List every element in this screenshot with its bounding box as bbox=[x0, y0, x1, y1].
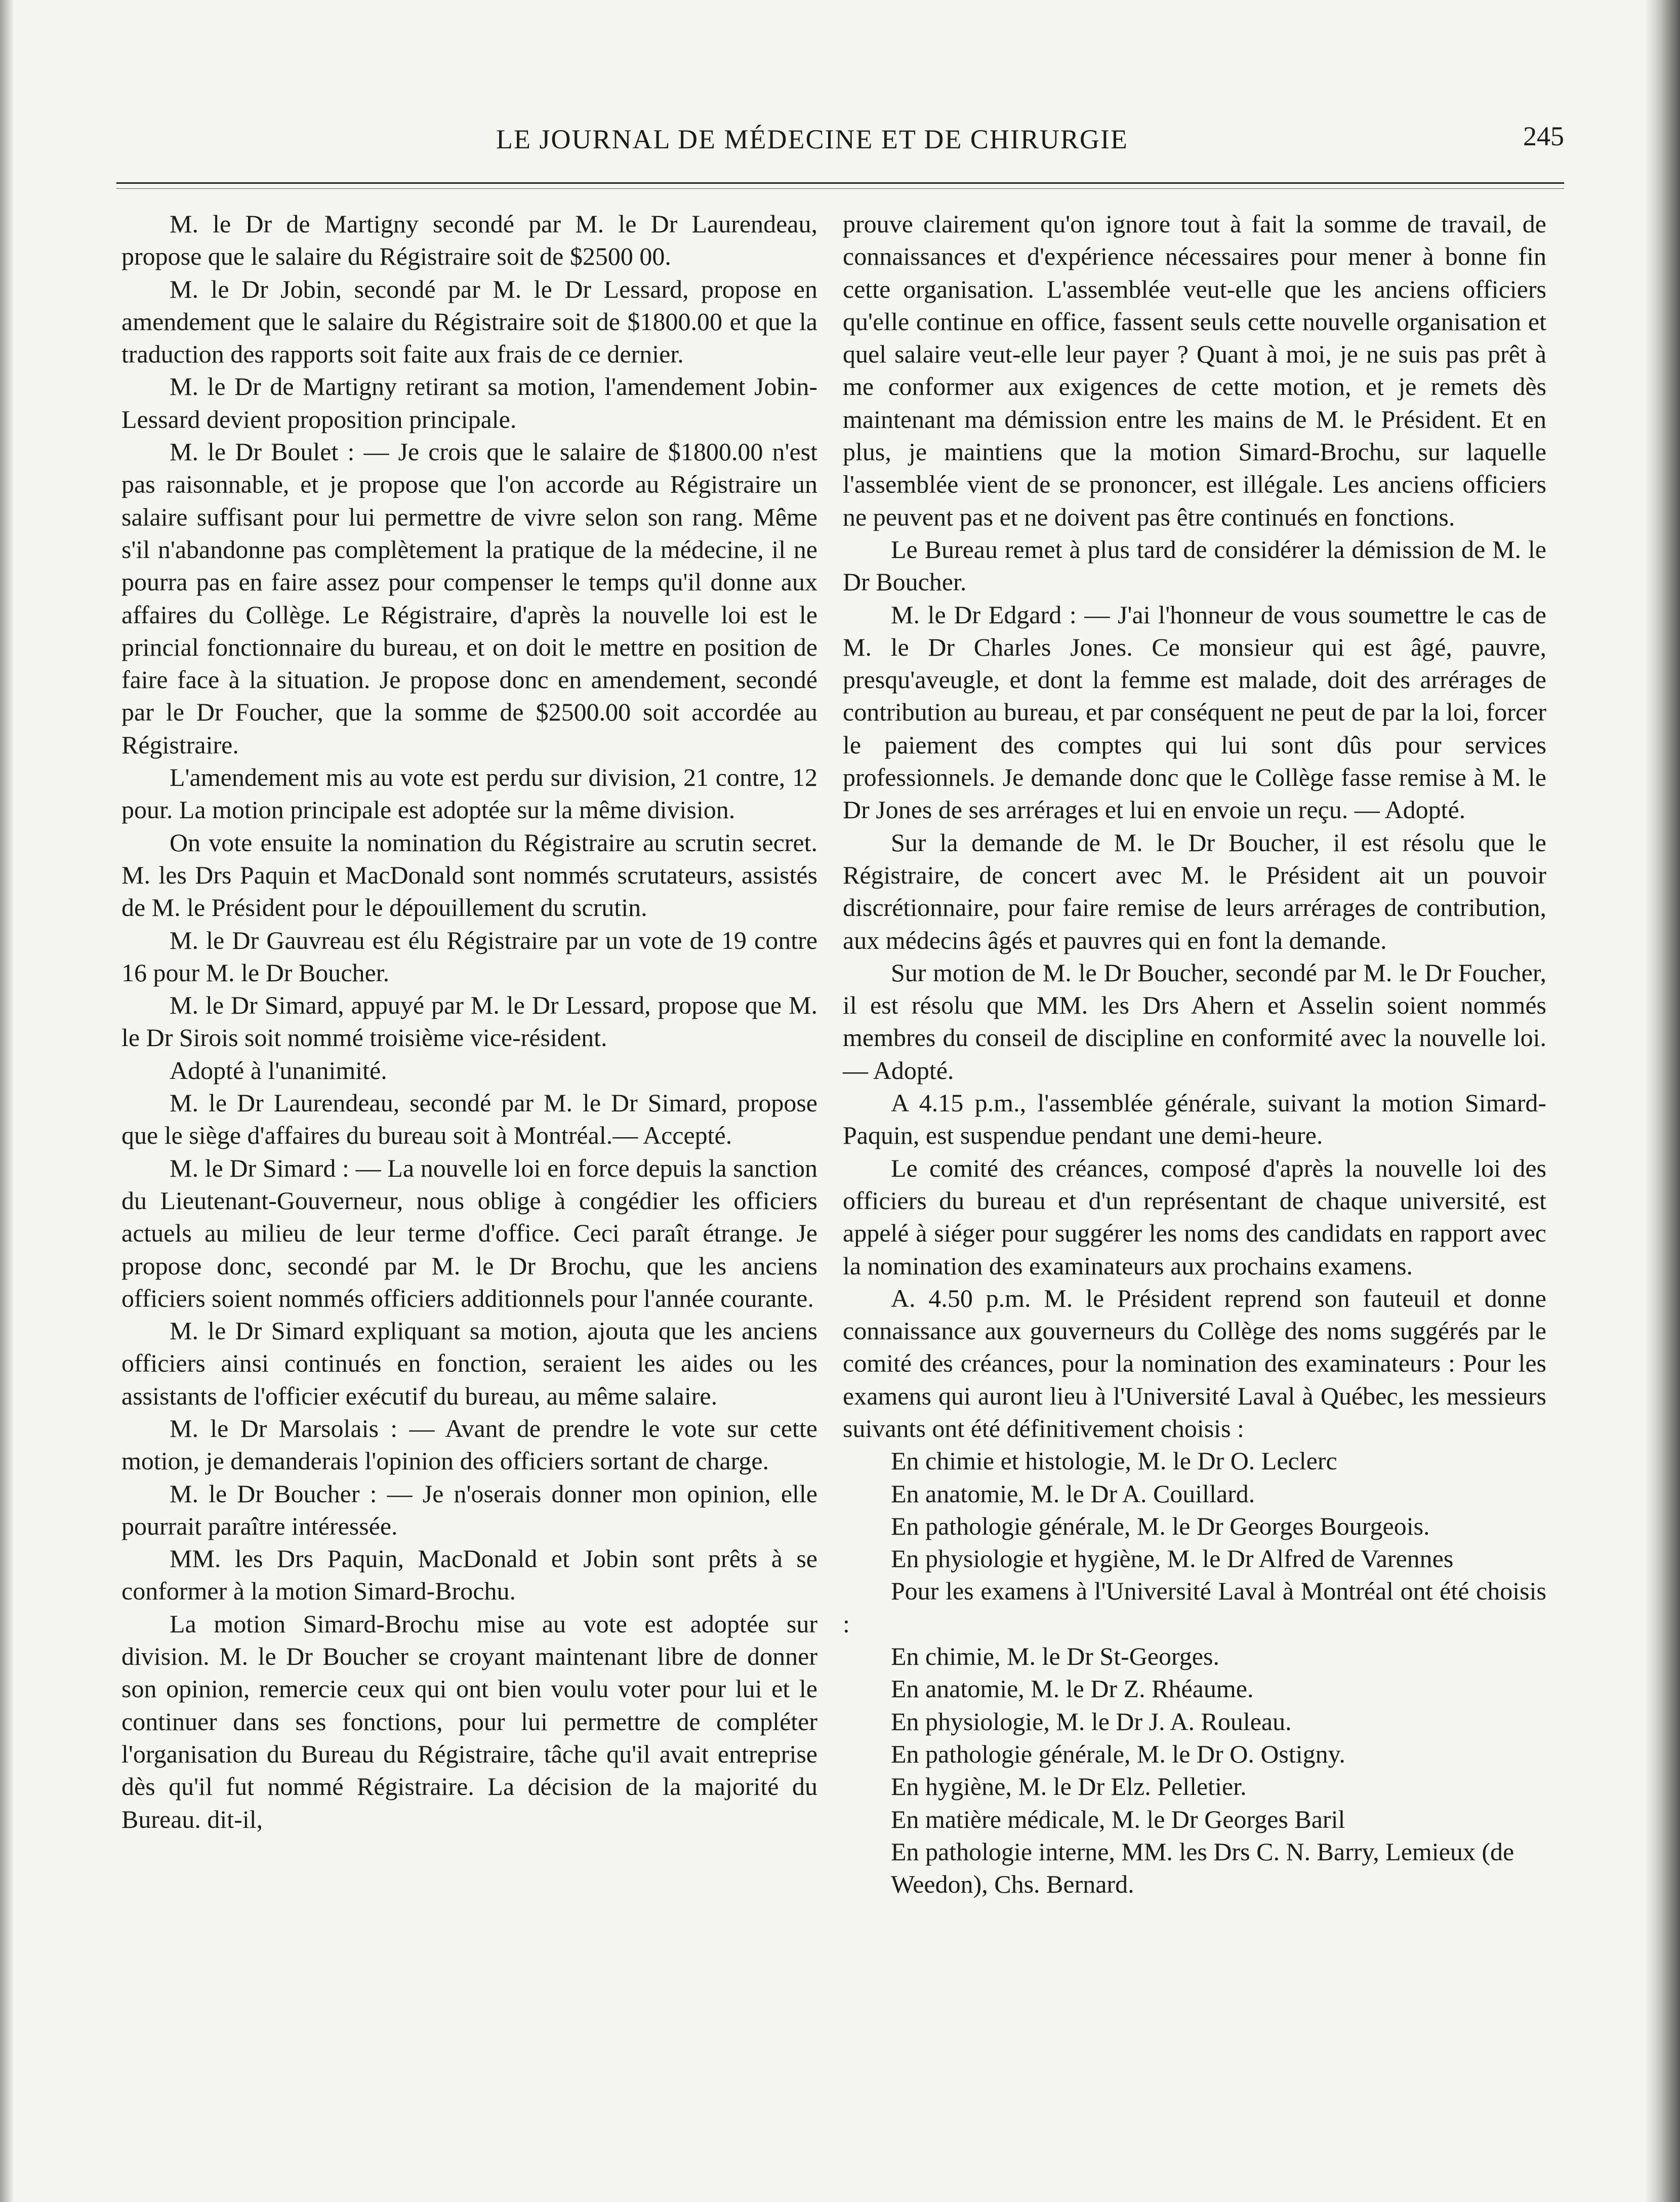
paragraph: prouve clairement qu'on ignore tout à fait la somme de travail, de connaissances et d'expérience nécessaires pour mener à bonne fin cette organisation. L'assemblée veut-elle que les anciens officiers qu'elle continue en office, fassent seuls cette nouvelle organisation et quel salaire veut-elle leur payer ? Quant à moi, je ne suis pas prêt à me conformer aux exigences de cette motion, et je remets dès maintenant ma démission entre les mains de M. le Président. Et en plus, je maintiens que la motion Simard-Brochu, sur laquelle l'assemblée vient de se prononcer, est illégale. Les anciens officiers ne peuvent pas et ne doivent pas être continués en fonctions. bbox=[843, 210, 1546, 531]
running-title: LE JOURNAL DE MÉDECINE ET DE CHIRURGIE bbox=[496, 124, 1128, 154]
examiner-montreal-item: En pathologie interne, MM. les Drs C. N. Barry, Lemieux (de Weedon), Chs. Bernard. bbox=[891, 1837, 1514, 1899]
examiner-quebec-item: En pathologie générale, M. le Dr Georges Bourgeois. bbox=[891, 1511, 1430, 1540]
examiner-quebec-item: En anatomie, M. le Dr A. Couillard. bbox=[891, 1479, 1255, 1508]
paragraph: Le comité des créances, composé d'après la nouvelle loi des officiers du bureau et d'un représentant de chaque université, est appelé à siéger pour suggérer les noms des candidats en rapport avec la nomination des examinateurs aux prochains examens. bbox=[843, 1153, 1546, 1280]
paragraph: M. le Dr Laurendeau, secondé par M. le Dr Simard, propose que le siège d'affaires du bureau soit à Montréal.— Accepté. bbox=[121, 1089, 817, 1150]
paragraph: M. le Dr Jobin, secondé par M. le Dr Lessard, propose en amendement que le salaire du Régistraire soit de $1800.00 et que la traduction des rapports soit faite aux frais de ce dernier. bbox=[121, 274, 817, 369]
header-rule bbox=[116, 182, 1564, 184]
paragraph: M. le Dr Simard : — La nouvelle loi en force depuis la sanction du Lieutenant-Gouverneur, nous oblige à congédier les officiers actuels au milieu de leur terme d'office. Ceci paraît étrange. Je propose donc, secondé par M. le Dr Brochu, que les anciens officiers soient nommés officiers additionnels pour l'année courante. bbox=[121, 1153, 817, 1312]
paragraph: A 4.15 p.m., l'assemblée générale, suivant la motion Simard-Paquin, est suspendue pendant une demi-heure. bbox=[843, 1089, 1546, 1150]
paragraph: M. le Dr de Martigny secondé par M. le Dr Laurendeau, propose que le salaire du Régistraire soit de $2500 00. bbox=[121, 210, 817, 271]
right-column bbox=[843, 208, 1546, 1900]
paragraph: M. le Dr Simard, appuyé par M. le Dr Lessard, propose que M. le Dr Sirois soit nommé troisième vice-résident. bbox=[121, 991, 817, 1052]
page-number: 245 bbox=[1523, 121, 1564, 151]
header-rule-thin bbox=[116, 188, 1564, 189]
scan-edge-left bbox=[0, 0, 14, 2202]
montreal-intro: Pour les examens à l'Université Laval à Montréal ont été choisis : bbox=[843, 1577, 1546, 1638]
examiner-montreal-item: En matière médicale, M. le Dr Georges Baril bbox=[891, 1805, 1345, 1833]
paragraph: A. 4.50 p.m. M. le Président reprend son fauteuil et donne connaissance aux gouverneurs du Collège des noms suggérés par le comité des créances, pour la nomination des examinateurs : Pour les examens qui auront lieu à l'Université Laval à Québec, les messieurs suivants ont été définitivement choisis : bbox=[843, 1284, 1546, 1443]
scan-edge-right bbox=[1645, 0, 1680, 2202]
paragraph: Sur motion de M. le Dr Boucher, secondé par M. le Dr Foucher, il est résolu que MM. les Drs Ahern et Asselin soient nommés membres du conseil de discipline en conformité avec la nouvelle loi. — Adopté. bbox=[843, 958, 1546, 1085]
examiner-montreal-item: En chimie, M. le Dr St-Georges. bbox=[891, 1642, 1219, 1671]
paragraph: M. le Dr Edgard : — J'ai l'honneur de vous soumettre le cas de M. le Dr Charles Jones. Ce monsieur qui est âgé, pauvre, presqu'aveugle, et dont la femme est malade, doit des arrérages de contribution au bureau, et par conséquent ne peut de par la loi, forcer le paiement des comptes qui lui sont dûs pour services professionnels. Je demande donc que le Collège fasse remise à M. le Dr Jones de ses arrérages et lui en envoie un reçu. — Adopté. bbox=[843, 600, 1546, 824]
paragraph: Adopté à l'unanimité. bbox=[170, 1056, 387, 1085]
examiner-montreal-item: En physiologie, M. le Dr J. A. Rouleau. bbox=[891, 1707, 1292, 1736]
paragraph: M. le Dr Simard expliquant sa motion, ajouta que les anciens officiers ainsi continués en fonction, seraient les aides ou les assistants de l'officier exécutif du bureau, au même salaire. bbox=[121, 1316, 817, 1410]
paragraph: M. le Dr Boucher : — Je n'oserais donner mon opinion, elle pourrait paraître intéressée. bbox=[121, 1479, 817, 1540]
paragraph: Le Bureau remet à plus tard de considérer la démission de M. le Dr Boucher. bbox=[843, 535, 1546, 596]
paragraph: Sur la demande de M. le Dr Boucher, il est résolu que le Régistraire, de concert avec M. le Président ait un pouvoir discrétionnaire, pour faire remise de leurs arrérages de contribution, aux médecins âgés et pauvres qui en font la demande. bbox=[843, 828, 1546, 954]
paragraph: M. le Dr Gauvreau est élu Régistraire par un vote de 19 contre 16 pour M. le Dr Boucher. bbox=[121, 926, 817, 987]
paragraph: M. le Dr Boulet : — Je crois que le salaire de $1800.00 n'est pas raisonnable, et je propose que l'on accorde au Régistraire un salaire suffisant pour lui permettre de vivre selon son rang. Même s'il n'abandonne pas complètement la pratique de la médecine, il ne pourra pas en faire assez pour compenser le temps qu'il donne aux affaires du Collège. Le Régistraire, d'après la nouvelle loi est le princial fonctionnaire du bureau, et on doit le mettre en position de faire face à la situation. Je propose donc en amendement, secondé par le Dr Foucher, que la somme de $2500.00 soit accordée au Régistraire. bbox=[121, 437, 817, 759]
examiner-quebec-item: En physiologie et hygiène, M. le Dr Alfred de Varennes bbox=[891, 1544, 1454, 1573]
examiner-montreal-item: En pathologie générale, M. le Dr O. Ostigny. bbox=[891, 1739, 1345, 1768]
paragraph: On vote ensuite la nomination du Régistraire au scrutin secret. M. les Drs Paquin et MacDonald sont nommés scrutateurs, assistés de M. le Président pour le dépouillement du scrutin. bbox=[121, 828, 817, 922]
examiner-montreal-item: En anatomie, M. le Dr Z. Rhéaume. bbox=[891, 1674, 1254, 1703]
paragraph: M. le Dr Marsolais : — Avant de prendre le vote sur cette motion, je demanderais l'opinion des officiers sortant de charge. bbox=[121, 1414, 817, 1475]
paragraph: M. le Dr de Martigny retirant sa motion, l'amendement Jobin-Lessard devient proposition principale. bbox=[121, 372, 817, 433]
examiner-montreal-item: En hygiène, M. le Dr Elz. Pelletier. bbox=[891, 1772, 1247, 1801]
paragraph: La motion Simard-Brochu mise au vote est adoptée sur division. M. le Dr Boucher se croyant maintenant libre de donner son opinion, remercie ceux qui ont bien voulu voter pour lui et le continuer dans ses fonctions, pour lui permettre de compléter l'organisation du Bureau du Régistraire, tâche qu'il avait entreprise dès qu'il fut nommé Régistraire. La décision de la majorité du Bureau. dit-il, bbox=[121, 1609, 817, 1833]
page-header bbox=[116, 116, 1564, 162]
paragraph: MM. les Drs Paquin, MacDonald et Jobin sont prêts à se conformer à la motion Simard-Brochu. bbox=[121, 1544, 817, 1606]
paragraph: L'amendement mis au vote est perdu sur division, 21 contre, 12 pour. La motion principale est adoptée sur la même division. bbox=[121, 763, 817, 824]
examiner-quebec-item: En chimie et histologie, M. le Dr O. Leclerc bbox=[891, 1447, 1337, 1475]
left-column bbox=[121, 208, 817, 1835]
